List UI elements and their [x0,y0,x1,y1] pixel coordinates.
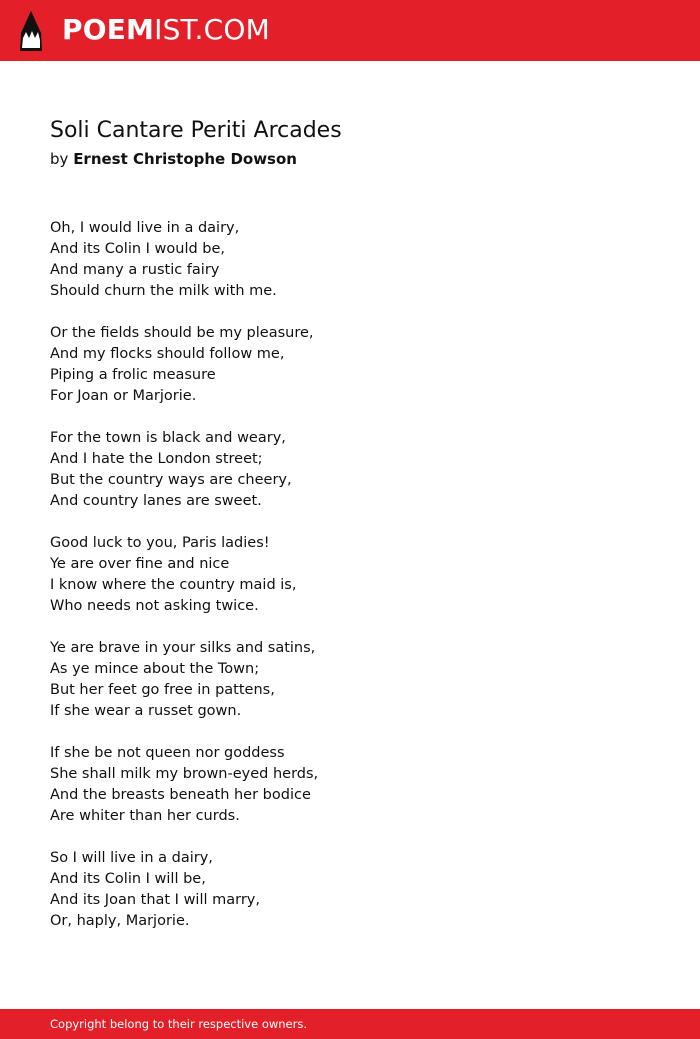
poem-line: And country lanes are sweet. [50,493,262,509]
poem-line: But the country ways are cheery, [50,472,292,488]
site-logo[interactable] [62,12,270,48]
logo-text-bold: POEM [62,13,155,46]
poem-stanza [50,323,650,407]
poem-line: And my flocks should follow me, [50,346,285,362]
poem-line: If she be not queen nor goddess [50,745,285,761]
poem-line: And its Joan that I will marry, [50,892,260,908]
poem-stanza [50,428,650,512]
poem-line: She shall milk my brown-eyed herds, [50,766,319,782]
poem-stanza [50,638,650,722]
poem-line: And its Colin I will be, [50,871,206,887]
poem-line: And the breasts beneath her bodice [50,787,311,803]
poem-line: I know where the country maid is, [50,577,297,593]
poem-byline [50,148,297,170]
poem-line: And I hate the London street; [50,451,263,467]
poem-line: Ye are brave in your silks and satins, [50,640,316,656]
poem-line: But her feet go free in pattens, [50,682,275,698]
poem-line: Are whiter than her curds. [50,808,240,824]
copyright-notice: Copyright belong to their respective owners. [50,1017,308,1031]
poem-line: Piping a frolic measure [50,367,216,383]
poem-line: For Joan or Marjorie. [50,388,197,404]
poem-line: For the town is black and weary, [50,430,286,446]
poem-line: And its Colin I would be, [50,241,226,257]
poem-line: If she wear a russet gown. [50,703,242,719]
poem-line: So I will live in a dairy, [50,850,213,866]
poem-stanza [50,848,650,932]
poem-author: Ernest Christophe Dowson [73,150,297,168]
poem-stanza [50,533,650,617]
poem-line: As ye mince about the Town; [50,661,260,677]
poem-line: Ye are over fine and nice [50,556,230,572]
poem-title: Soli Cantare Periti Arcades [50,118,342,143]
pencil-icon [18,10,44,52]
by-label: by [50,150,69,168]
site-header [0,0,700,61]
poem-body [50,218,650,953]
poem-line: And many a rustic fairy [50,262,220,278]
poem-line: Good luck to you, Paris ladies! [50,535,270,551]
poem-line: Should churn the milk with me. [50,283,277,299]
logo-text-light: IST.COM [154,13,270,46]
site-footer [0,1009,700,1039]
poem-line: Who needs not asking twice. [50,598,259,614]
poem-stanza [50,743,650,827]
poem-line: Or, haply, Marjorie. [50,913,190,929]
poem-stanza [50,218,650,302]
poem-line: Or the fields should be my pleasure, [50,325,314,341]
poem-line: Oh, I would live in a dairy, [50,220,240,236]
